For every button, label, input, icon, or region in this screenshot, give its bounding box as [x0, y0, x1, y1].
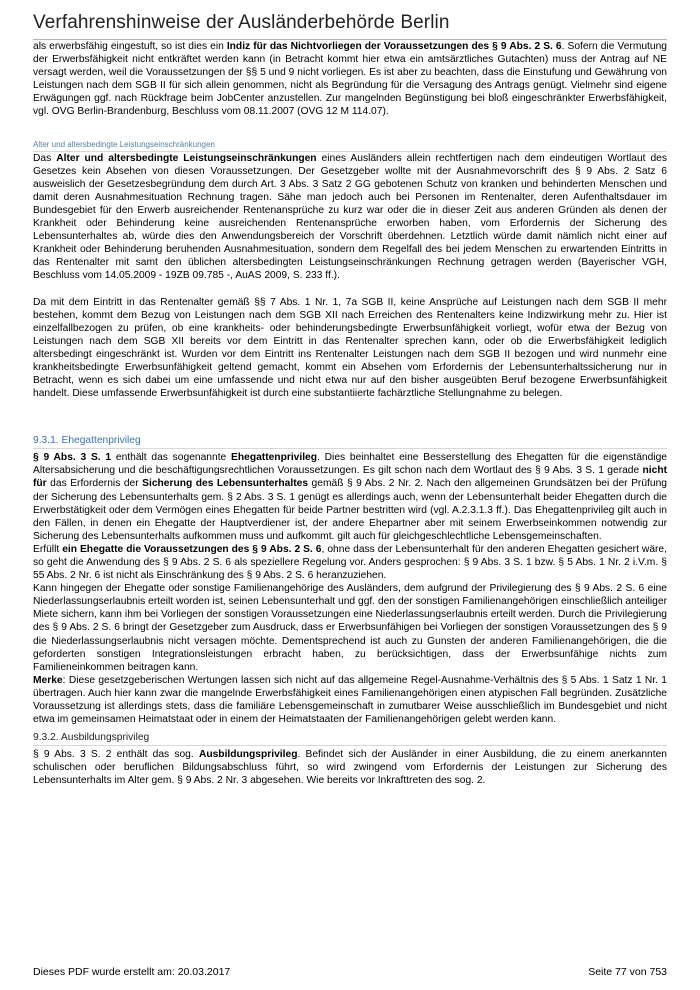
paragraph-alter-2: Da mit dem Eintritt in das Rentenalter gemäß §§ 7 Abs. 1 Nr. 1, 7a SGB II, keine Ansprüche auf Leistungen nach dem SGB II mehr bestehen, kommt dem Bezug von Leistungen nach dem SGB XII nach Erreichen des Rentenalters keine Indizwirkung mehr zu. Hier ist einzelfallbezogen zu prüfen, ob eine krankheits- oder behinderungsbedingte Erwerbsunfähigkeit vorliegt, wofür etwa der Bezug von Leistungen nach dem SGB XII bereits vor dem Eintritt in das Rentenalter sprechen kann, oder ob die Erwerbsfähigkeit lediglich altersbedingt eingeschränkt ist. Wurden vor dem Eintritt ins Rentenalter Leistungen nach dem SGB II bezogen und wird nunmehr eine krankheitsbedingte Erwerbsunfähigkeit geltend gemacht, kommt ein Absehen vom Erfordernis der Lebensunterhaltssicherung nur in Betracht, wenn es sich dabei um eine umfassende und nicht etwa nur auf den bisher ausgeübten Beruf bezogene Erwerbsunfähigkeit handelt. Diese umfassende Erwerbsunfähigkeit ist durch eine substantiierte fachärztliche Stellungnahme zu belegen. — [33, 296, 667, 400]
paragraph-merke — [33, 674, 667, 726]
paragraph-text: eines Ausländers allein rechtfertigen nach dem eindeutigen Wortlaut des Gesetzes kein Absehen von diesen Voraussetzungen. Der Gesetzgeber wollte mit der Ausnahmevorschrift des § 9 Abs. 2 Satz 6 ausweislich der Gesetzesbegründung dem durch Art. 3 Abs. 3 Satz 2 GG gebotenen Schutz von kranken und behinderten Menschen und damit deren Ausnahmesituation Rechnung tragen. Sähe man jedoch auch bei Personen im Rentenalter, deren Aufenthaltsdauer im Bundesgebiet für den Erwerb ausreichender Rentenansprüche zu kurz war oder die in dieser Zeit aus anderen Gründen als denen der Krankheit oder Behinderung keine ausreichenden Rentenansprüche erworben haben, vom Erfordernis der Sicherung des Lebensunterhaltes ab, würde dies den Anwendungsbereich der Vorschrift überdehnen. Letztlich würde damit nämlich nicht einer auf Krankheit oder Behinderung beruhenden Ausnahmesituation, sondern dem Regelfall des bei jedem Menschen zu erwartenden Eintritts in das Rentenalter mit samt den üblichen altersbedingten Leistungseinschränkungen Rechnung getragen werden (Bayerischer VGH, Beschluss vom 14.05.2009 - 19ZB 09.785 -, AuAS 2009, S. 233 ff.). — [33, 152, 668, 282]
paragraph-ehegatten-2 — [33, 543, 667, 582]
paragraph-text: . Befindet sich der Ausländer in einer Ausbildung, die zu einem anerkannten schulischen oder beruflichen Bildungsabschluss führt, so wird zwingend vom Erfordernis der Leistungen zur Sicherung des Lebensunterhalts im Alter gem. § 9 Abs. 2 Nr. 3 abgesehen. Wie bereits vor Inkrafttreten des sog. 2. — [33, 749, 667, 787]
paragraph-text: das Erfordernis der — [46, 478, 143, 490]
section-heading-ausbildungsprivileg: 9.3.2. Ausbildungsprivileg — [33, 731, 667, 746]
bold-phrase: nicht für — [33, 465, 667, 490]
bold-phrase: ein Ehegatte die Voraussetzungen des § 9 Abs. 2 S. 6 — [62, 543, 322, 555]
paragraph-text: . Dies beinhaltet eine Besserstellung des Ehegatten für die eigenständige Altersabsicherung und die beschäftigungsrechtlichen Voraussetzungen. Es gilt schon nach dem Wortlaut des § 9 Abs. 3 S. 1 gerade — [33, 452, 667, 477]
bold-phrase: Indiz für das Nichtvorliegen der Voraussetzungen des § 9 Abs. 2 S. 6 — [226, 41, 562, 52]
paragraph-text: § 9 Abs. 3 S. 2 enthält das sog. — [33, 749, 199, 761]
bold-phrase: Sicherung des Lebensunterhaltes — [142, 478, 309, 490]
paragraph-text: Erfüllt — [33, 543, 63, 555]
paragraph-ehegatten-3: Kann hingegen der Ehegatte oder sonstige Familienangehörige des Ausländers, dem aufgrund der Privilegierung des § 9 Abs. 2 S. 6 eine Niederlassungserlaubnis erteilt worden ist, seinen Lebensunterhalt und ggf. den der sonstigen Familienangehörigen einschließlich anteiliger Miete sichern, kann ihm bei Vorliegen der sonstigen Voraussetzungen eine Niederlassungserlaubnis erteilt werden. Durch die Privilegierung des § 9 Abs. 2 S. 6 bringt der Gesetzgeber zum Ausdruck, dass er Erwerbsunfähigen bei Vorliegen der sonstigen Voraussetzungen des § 9 die Niederlassungserlaubnis nicht versagen möchte. Dementsprechend ist auch zu Gunsten der anderen Familienangehörigen, die die geforderten sonstigen Integrationsleistungen erbracht haben, zu berücksichtigen, dass der Erwerbsunfähige nichts zum Familieneinkommen beitragen kann. — [33, 583, 667, 673]
paragraph-text: gemäß § 9 Abs. 2 Nr. 2. Nach den allgemeinen Grundsätzen bei der Prüfung der Sicherung des Lebensunterhalts gem. § 2 Abs. 3 S. 1 genügt es allerdings auch, wenn der Lebensunterhalt beider Ehegatten durch die Erwerbstätigkeit oder dem Vermögen eines Ehegatten für beide Partner bestritten wird (vgl. A.2.3.1.3 ff.). Das Ehegattenprivileg gilt auch in den Fällen, in denen ein Ehegatte der Hauptverdiener ist, der andere Ehepartner aber mit seinem Erwerbseinkommen notwendig zur Sicherung des Lebensunterhalts aufkommen muss und aufkommt. gilt auch für gleichgeschlechtliche Lebensgemeinschaften. — [33, 478, 667, 542]
paragraph-text: , ohne dass der Lebensunterhalt für den anderen Ehegatten gesichert wäre, so geht die Anwendung des § 9 Abs. 2 S. 6 als speziellere Regelung vor. Anders gesprochen: § 9 Abs. 3 S. 1 bzw. § 5 Abs. 1 Nr. 2 i.V.m. § 55 Abs. 2 Nr. 6 ist nicht als Einschränkung des § 9 Abs. 2 S. 6 heranzuziehen. — [33, 543, 667, 582]
bold-phrase: Ausbildungsprivileg — [198, 749, 298, 761]
document-body — [33, 40, 667, 788]
bold-phrase: Alter und altersbedingte Leistungseinschränkungen — [56, 152, 317, 164]
paragraph-text: . Sofern die Vermutung der Erwerbsfähigkeit nicht entkräftet werden kann (in Betracht kommt hier etwa ein amtsärztliches Gutachten) muss der Antrag auf NE versagt werden, weil die Voraussetzungen der §§ 5 und 9 nicht vorliegen. Es ist aber zu beachten, dass die Einstufung und Gewährung von Leistungen nach dem SGB II für sich allein genommen, nicht als Begründung für die Versagung des Antrags genügt. Vielmehr sind eigene Erwägungen ggf. nach Rückfrage beim JobCenter anzustellen. Zur mangelnden Begünstigung bei bloß eingeschränkter Erwerbsfähigkeit, vgl. OVG Berlin-Brandenburg, Beschluss vom 08.11.2007 (OVG 12 M 114.07). — [33, 41, 668, 118]
footer-page-number: Seite 77 von 753 — [588, 966, 667, 978]
paragraph-text: enthält das sogenannte — [111, 452, 232, 464]
bold-phrase: § 9 Abs. 3 S. 1 — [33, 452, 112, 464]
paragraph-erwerbsfaehigkeit — [33, 40, 667, 119]
paragraph-text: : Diese gesetzgeberischen Wertungen lassen sich nicht auf das allgemeine Regel-Ausnahme-Verhältnis des § 5 Abs. 1 Satz 1 Nr. 1 übertragen. Auch hier kann zwar die mangelnde Erwerbsfähigkeit eines Familienangehörigen einen atypischen Fall begründen. Zusätzliche Voraussetzung ist allerdings stets, dass die familiäre Lebensgemeinschaft in zumutbarer Weise ausschließlich im Bundesgebiet und nicht etwa im gemeinsamen Heimatstaat oder in einem der Heimatstaaten der Familienangehörigen gelebt werden kann. — [33, 674, 667, 726]
footer-created-date: Dieses PDF wurde erstellt am: 20.03.2017 — [33, 966, 231, 978]
paragraph-ehegatten-1 — [33, 451, 667, 543]
paragraph-alter-1 — [33, 152, 667, 283]
page-title: Verfahrenshinweise der Ausländerbehörde Berlin — [33, 12, 450, 33]
bold-phrase: Merke — [33, 674, 63, 686]
bold-phrase: Ehegattenprivileg — [231, 452, 318, 464]
paragraph-ausbildung — [33, 748, 667, 787]
subheading-alter: Alter und altersbedingte Leistungseinschränkungen — [33, 140, 667, 152]
paragraph-text: Das — [33, 152, 57, 164]
paragraph-text: als erwerbsfähig eingestuft, so ist dies ein — [33, 41, 227, 52]
section-heading-ehegattenprivileg: 9.3.1. Ehegattenprivileg — [33, 434, 667, 449]
